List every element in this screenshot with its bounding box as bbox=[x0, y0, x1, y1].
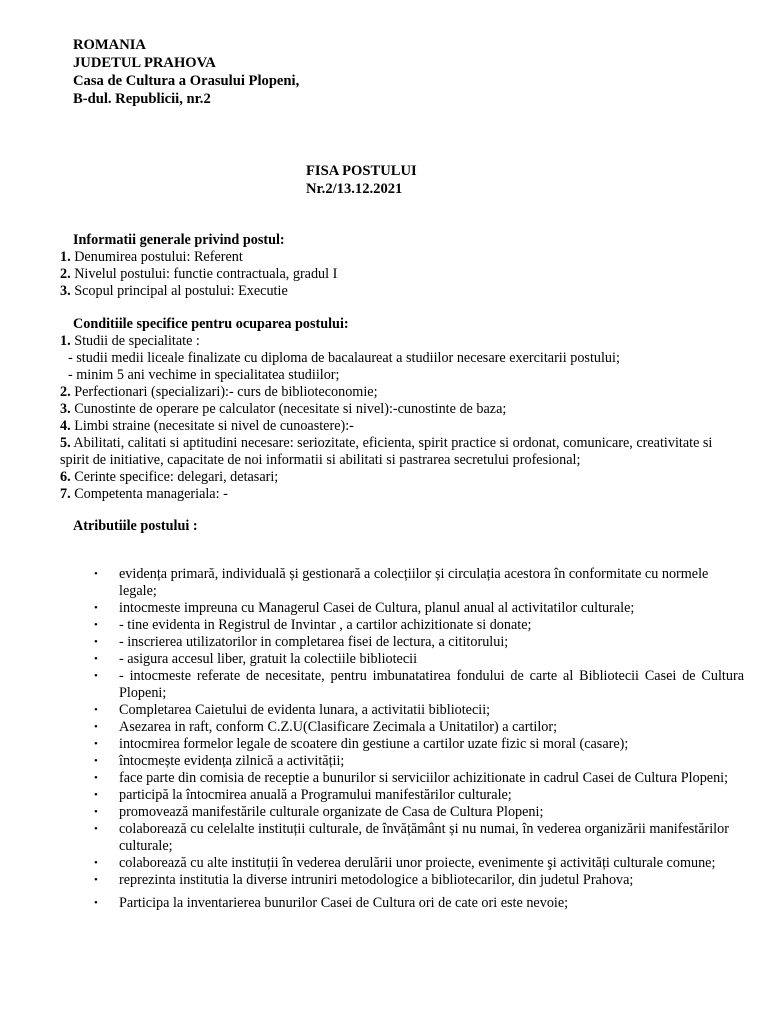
item-text: Denumirea postului: Referent bbox=[70, 249, 243, 265]
title-name: FISA POSTULUI bbox=[306, 163, 417, 179]
document-title bbox=[306, 162, 417, 198]
item-number: 4. bbox=[60, 418, 71, 434]
duty-text: Participa la inventarierea bunurilor Casei de Cultura ori de cate ori este nevoie; bbox=[119, 895, 569, 911]
general-item-3 bbox=[60, 283, 720, 300]
condition-sub-1: - studii medii liceale finalizate cu diploma de bacalaureat a studiilor necesare exercitarii postului; bbox=[68, 350, 620, 366]
duty-text: promovează manifestările culturale organizate de Casa de Cultura Plopeni; bbox=[119, 804, 544, 820]
bullet-icon: • bbox=[94, 806, 98, 818]
list-item bbox=[0, 617, 768, 634]
bullet-icon: • bbox=[94, 755, 98, 767]
bullet-icon: • bbox=[94, 857, 98, 869]
item-text: Nivelul postului: functie contractuala, gradul I bbox=[70, 266, 338, 282]
item-text: Cunostinte de operare pe calculator (necesitate si nivel):-cunostinte de baza; bbox=[70, 401, 507, 417]
item-number: 2. bbox=[60, 384, 71, 400]
item-text: Perfectionari (specializari):- curs de biblioteconomie; bbox=[70, 384, 378, 400]
duty-text: face parte din comisia de receptie a bunurilor si serviciilor achizitionate in cadrul Casei de Cultura Plopeni; bbox=[119, 770, 729, 786]
list-item bbox=[0, 634, 768, 651]
item-number: 6. bbox=[60, 469, 71, 485]
bullet-icon: • bbox=[94, 874, 98, 886]
conditions-heading: Conditiile specifice pentru ocuparea postului: bbox=[73, 316, 349, 332]
list-item bbox=[0, 787, 768, 804]
duty-text: - intocmeste referate de necesitate, pentru imbunatatirea fondului de carte al Bibliotecii Casei de Cultura Plopeni; bbox=[119, 668, 744, 701]
list-item bbox=[0, 855, 768, 872]
general-info-section bbox=[60, 232, 720, 300]
item-text: Studii de specialitate : bbox=[70, 333, 200, 349]
duty-text: întocmește evidența zilnică a activității; bbox=[119, 753, 345, 769]
bullet-icon: • bbox=[94, 602, 98, 614]
condition-item-6 bbox=[60, 469, 740, 486]
list-item bbox=[0, 736, 768, 753]
duty-text: Completarea Caietului de evidenta lunara, a activitatii bibliotecii; bbox=[119, 702, 491, 718]
list-item bbox=[0, 668, 768, 702]
duties-heading: Atributiile postului : bbox=[73, 518, 198, 534]
condition-item-3 bbox=[60, 401, 740, 418]
condition-item-5 bbox=[60, 435, 740, 469]
bullet-icon: • bbox=[94, 653, 98, 665]
header-country: ROMANIA bbox=[73, 37, 146, 53]
list-item bbox=[0, 702, 768, 719]
condition-item-7 bbox=[60, 486, 740, 503]
bullet-icon: • bbox=[94, 704, 98, 716]
header-institution: Casa de Cultura a Orasului Plopeni, bbox=[73, 73, 300, 89]
list-item bbox=[0, 566, 768, 600]
condition-item-1 bbox=[60, 333, 740, 350]
item-number: 1. bbox=[60, 249, 71, 265]
conditions-section bbox=[60, 316, 740, 503]
item-number: 7. bbox=[60, 486, 71, 502]
header-address: B-dul. Republicii, nr.2 bbox=[73, 91, 211, 107]
duty-text: - tine evidenta in Registrul de Invintar , a cartilor achizitionate si donate; bbox=[119, 617, 532, 633]
bullet-icon: • bbox=[94, 721, 98, 733]
general-item-1 bbox=[60, 249, 720, 266]
item-text: Competenta manageriala: - bbox=[70, 486, 228, 502]
duty-text: - inscrierea utilizatorilor in completarea fisei de lectura, a cititorului; bbox=[119, 634, 509, 650]
item-text: Cerinte specifice: delegari, detasari; bbox=[70, 469, 279, 485]
bullet-icon: • bbox=[94, 636, 98, 648]
list-item bbox=[0, 600, 768, 617]
bullet-icon: • bbox=[94, 897, 98, 909]
item-text: Scopul principal al postului: Executie bbox=[70, 283, 288, 299]
duty-text: evidența primară, individuală și gestionară a colecțiilor și circulația acestora în conformitate cu normele legale; bbox=[119, 566, 709, 599]
list-item bbox=[0, 719, 768, 736]
list-item bbox=[0, 753, 768, 770]
bullet-icon: • bbox=[94, 823, 98, 835]
bullet-icon: • bbox=[94, 670, 98, 682]
list-item bbox=[0, 804, 768, 821]
bullet-icon: • bbox=[94, 789, 98, 801]
duty-text: Asezarea in raft, conform C.Z.U(Clasificare Zecimala a Unitatilor) a cartilor; bbox=[119, 719, 558, 735]
duty-text: colaborează cu celelalte instituții culturale, de învățământ și nu numai, în vederea organizării manifestărilor culturale; bbox=[119, 821, 729, 854]
item-number: 1. bbox=[60, 333, 71, 349]
duty-text: intocmirea formelor legale de scoatere din gestiune a cartilor uzate fizic si moral (casare); bbox=[119, 736, 629, 752]
duty-text: - asigura accesul liber, gratuit la colectiile bibliotecii bbox=[119, 651, 418, 667]
duty-text: participă la întocmirea anuală a Programului manifestărilor culturale; bbox=[119, 787, 512, 803]
list-item bbox=[0, 895, 768, 912]
bullet-icon: • bbox=[94, 738, 98, 750]
item-number: 2. bbox=[60, 266, 71, 282]
institution-header bbox=[73, 36, 299, 108]
duty-text: reprezinta institutia la diverse intruniri metodologice a bibliotecarilor, din judetul Prahova; bbox=[119, 872, 634, 888]
list-item bbox=[0, 651, 768, 668]
item-text: Limbi straine (necesitate si nivel de cunoastere):- bbox=[70, 418, 354, 434]
bullet-icon: • bbox=[94, 619, 98, 631]
general-info-heading: Informatii generale privind postul: bbox=[73, 232, 285, 248]
title-number: Nr.2/13.12.2021 bbox=[306, 181, 403, 197]
list-item bbox=[0, 872, 768, 889]
duty-text: colaborează cu alte instituții în vederea derulării unor proiecte, evenimente şi activități culturale comune; bbox=[119, 855, 716, 871]
bullet-icon: • bbox=[94, 772, 98, 784]
item-text: Abilitati, calitati si aptitudini necesare: seriozitate, eficienta, spirit practice si ordonat, comunicare, creativitate si spirit de initiative, capacitate de noi informatii si abilitati si pastrarea secretului profesional; bbox=[60, 435, 713, 468]
duty-text: intocmeste impreuna cu Managerul Casei de Cultura, planul anual al activitatilor culturale; bbox=[119, 600, 635, 616]
condition-sub-2: - minim 5 ani vechime in specialitatea studiilor; bbox=[68, 367, 340, 383]
list-item bbox=[0, 770, 768, 787]
general-item-2 bbox=[60, 266, 720, 283]
duties-list bbox=[0, 566, 768, 912]
item-number: 5. bbox=[60, 435, 71, 451]
list-item bbox=[0, 821, 768, 855]
header-county: JUDETUL PRAHOVA bbox=[73, 55, 216, 71]
bullet-icon: • bbox=[94, 568, 98, 580]
condition-item-2 bbox=[60, 384, 740, 401]
condition-item-4 bbox=[60, 418, 740, 435]
item-number: 3. bbox=[60, 283, 71, 299]
item-number: 3. bbox=[60, 401, 71, 417]
